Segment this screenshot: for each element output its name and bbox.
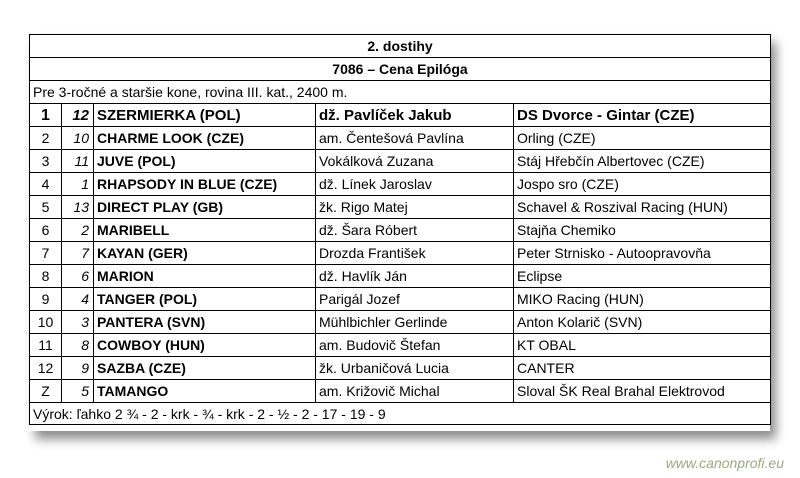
- race-conditions: Pre 3-ročné a staršie kone, rovina III. kat., 2400 m.: [30, 81, 771, 104]
- horse-cell: SAZBA (CZE): [94, 357, 316, 380]
- result-row: [30, 196, 771, 219]
- verdict-text: Výrok: ľahko 2 ¾ - 2 - krk - ¾ - krk - 2 - ½ - 2 - 17 - 19 - 9: [30, 403, 771, 425]
- result-row: [30, 242, 771, 265]
- result-row: [30, 357, 771, 380]
- horse-cell: TANGER (POL): [94, 288, 316, 311]
- start-number-cell: 8: [62, 334, 94, 357]
- result-row: [30, 173, 771, 196]
- start-number-cell: 10: [62, 127, 94, 150]
- start-number-cell: 1: [62, 173, 94, 196]
- place-cell: 2: [30, 127, 62, 150]
- horse-cell: MARION: [94, 265, 316, 288]
- horse-cell: DIRECT PLAY (GB): [94, 196, 316, 219]
- result-row: [30, 380, 771, 403]
- verdict-row: [30, 403, 771, 425]
- place-cell: 3: [30, 150, 62, 173]
- watermark: www.canonprofi.eu: [665, 455, 784, 471]
- start-number-cell: 7: [62, 242, 94, 265]
- place-cell: 1: [30, 104, 62, 127]
- horse-cell: RHAPSODY IN BLUE (CZE): [94, 173, 316, 196]
- horse-cell: TAMANGO: [94, 380, 316, 403]
- start-number-cell: 2: [62, 219, 94, 242]
- owner-cell: Peter Strnisko - Autoopravovňa: [514, 242, 771, 265]
- race-results-table: [29, 34, 771, 425]
- result-row: [30, 288, 771, 311]
- jockey-cell: žk. Rigo Matej: [316, 196, 514, 219]
- owner-cell: Sloval ŠK Real Brahal Elektrovod: [514, 380, 771, 403]
- owner-cell: Eclipse: [514, 265, 771, 288]
- result-row: [30, 219, 771, 242]
- place-cell: 7: [30, 242, 62, 265]
- horse-cell: MARIBELL: [94, 219, 316, 242]
- owner-cell: MIKO Racing (HUN): [514, 288, 771, 311]
- jockey-cell: žk. Urbaničová Lucia: [316, 357, 514, 380]
- place-cell: 9: [30, 288, 62, 311]
- horse-cell: JUVE (POL): [94, 150, 316, 173]
- result-row: [30, 104, 771, 127]
- jockey-cell: dž. Pavlíček Jakub: [316, 104, 514, 127]
- owner-cell: Orling (CZE): [514, 127, 771, 150]
- start-number-cell: 9: [62, 357, 94, 380]
- place-cell: 8: [30, 265, 62, 288]
- start-number-cell: 3: [62, 311, 94, 334]
- horse-cell: SZERMIERKA (POL): [94, 104, 316, 127]
- owner-cell: Anton Kolarič (SVN): [514, 311, 771, 334]
- result-row: [30, 127, 771, 150]
- jockey-cell: Vokálková Zuzana: [316, 150, 514, 173]
- horse-cell: PANTERA (SVN): [94, 311, 316, 334]
- owner-cell: Schavel & Roszival Racing (HUN): [514, 196, 771, 219]
- race-title: 2. dostihy: [30, 35, 771, 58]
- jockey-cell: am. Čentešová Pavlína: [316, 127, 514, 150]
- result-row: [30, 334, 771, 357]
- place-cell: 5: [30, 196, 62, 219]
- result-row: [30, 265, 771, 288]
- place-cell: 12: [30, 357, 62, 380]
- place-cell: Z: [30, 380, 62, 403]
- owner-cell: CANTER: [514, 357, 771, 380]
- owner-cell: Jospo sro (CZE): [514, 173, 771, 196]
- owner-cell: DS Dvorce - Gintar (CZE): [514, 104, 771, 127]
- place-cell: 10: [30, 311, 62, 334]
- place-cell: 11: [30, 334, 62, 357]
- start-number-cell: 4: [62, 288, 94, 311]
- owner-cell: Stajňa Chemiko: [514, 219, 771, 242]
- jockey-cell: am. Križovič Michal: [316, 380, 514, 403]
- start-number-cell: 6: [62, 265, 94, 288]
- jockey-cell: am. Budovič Štefan: [316, 334, 514, 357]
- start-number-cell: 13: [62, 196, 94, 219]
- owner-cell: Stáj Hřebčín Albertovec (CZE): [514, 150, 771, 173]
- result-row: [30, 150, 771, 173]
- result-row: [30, 311, 771, 334]
- jockey-cell: dž. Havlík Ján: [316, 265, 514, 288]
- jockey-cell: Drozda František: [316, 242, 514, 265]
- race-name: 7086 – Cena Epilóga: [30, 58, 771, 81]
- jockey-cell: Mühlbichler Gerlinde: [316, 311, 514, 334]
- start-number-cell: 5: [62, 380, 94, 403]
- horse-cell: CHARME LOOK (CZE): [94, 127, 316, 150]
- start-number-cell: 11: [62, 150, 94, 173]
- place-cell: 4: [30, 173, 62, 196]
- place-cell: 6: [30, 219, 62, 242]
- start-number-cell: 12: [62, 104, 94, 127]
- jockey-cell: dž. Šara Róbert: [316, 219, 514, 242]
- horse-cell: KAYAN (GER): [94, 242, 316, 265]
- horse-cell: COWBOY (HUN): [94, 334, 316, 357]
- owner-cell: KT OBAL: [514, 334, 771, 357]
- jockey-cell: dž. Línek Jaroslav: [316, 173, 514, 196]
- jockey-cell: Parigál Jozef: [316, 288, 514, 311]
